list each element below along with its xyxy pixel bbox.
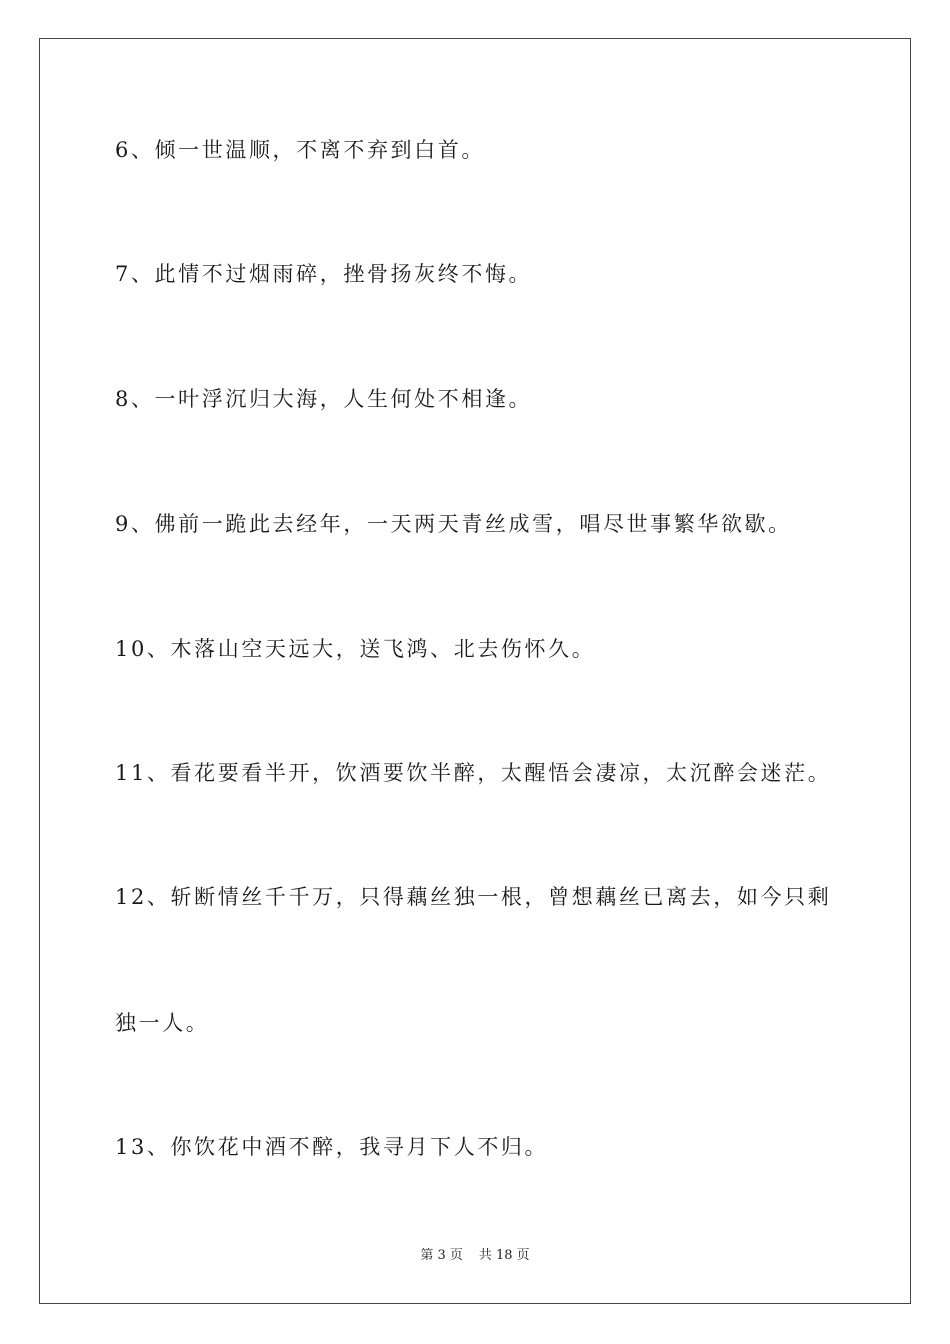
text-line: 9、佛前一跪此去经年，一天两天青丝成雪，唱尽世事繁华欲歇。 [115,512,792,536]
text-line: 7、此情不过烟雨碎，挫骨扬灰终不悔。 [115,262,533,286]
text-line: 13、你饮花中酒不醉，我寻月下人不归。 [115,1135,549,1159]
text-line: 独一人。 [115,1011,210,1035]
page-border [39,38,911,1304]
text-line: 8、一叶浮沉归大海，人生何处不相逢。 [115,387,533,411]
page-footer [0,1247,950,1265]
page-total: 共 18 页 [478,1248,530,1263]
text-line: 12、斩断情丝千千万，只得藕丝独一根，曾想藕丝已离去，如今只剩 [115,885,832,909]
text-line: 10、木落山空天远大，送飞鸿、北去伤怀久。 [115,637,596,661]
text-line: 11、看花要看半开，饮酒要饮半醉，太醒悟会凄凉，太沉醉会迷茫。 [115,761,832,785]
page-number: 第 3 页 [420,1248,463,1263]
text-line: 6、倾一世温顺，不离不弃到白首。 [115,138,485,162]
